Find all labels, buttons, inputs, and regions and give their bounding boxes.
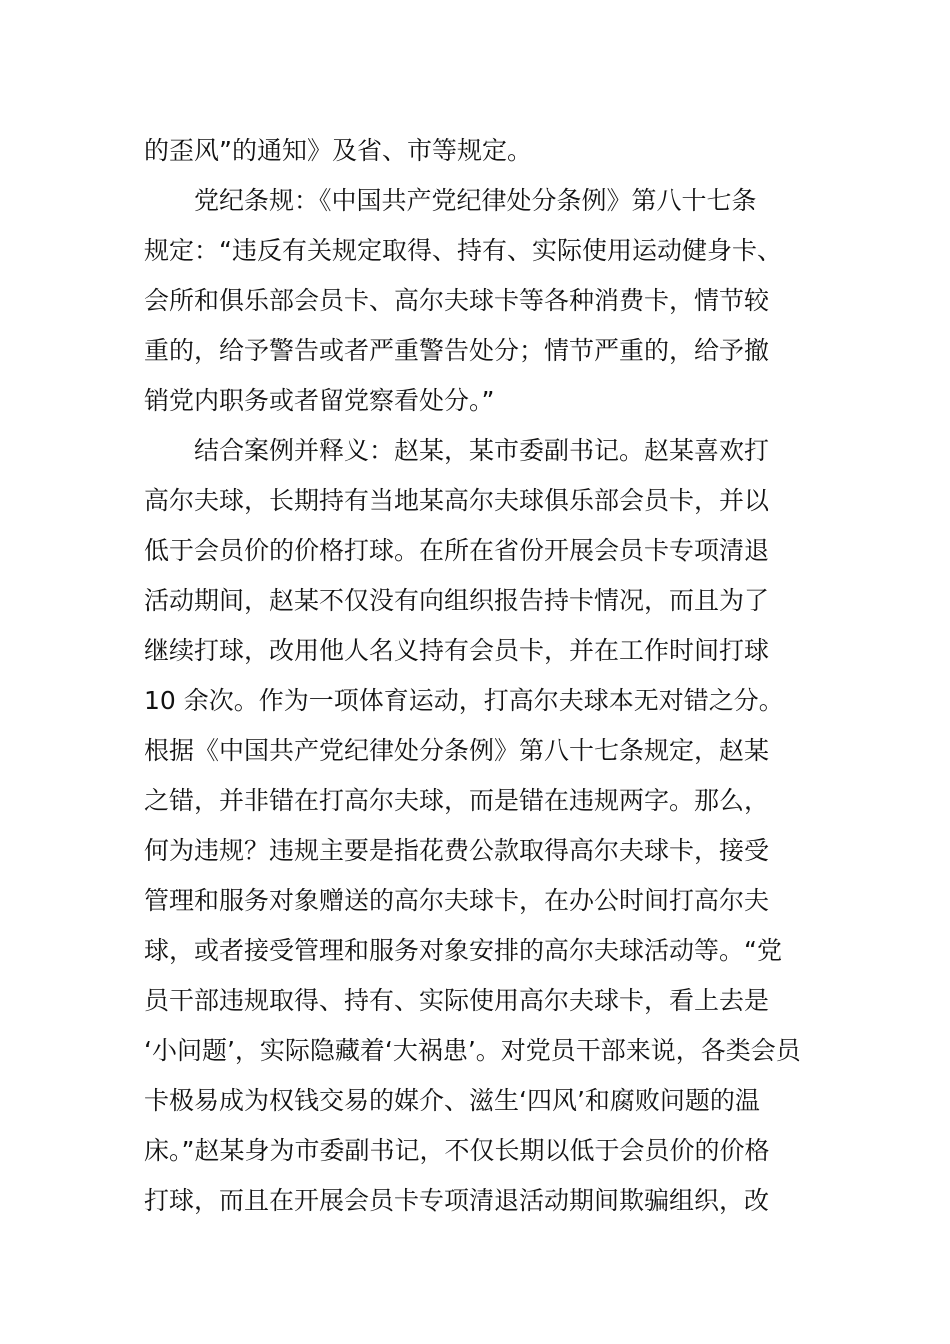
paragraph-party-regulation xyxy=(144,176,816,426)
text-line: 管理和服务对象赠送的高尔夫球卡，在办公时间打高尔夫 xyxy=(144,886,770,915)
text-line: 何为违规？违规主要是指花费公款取得高尔夫球卡，接受 xyxy=(144,836,770,865)
document-body xyxy=(144,126,816,1226)
text-line: 继续打球，改用他人名义持有会员卡，并在工作时间打球 xyxy=(144,636,770,665)
text-line: 打球，而且在开展会员卡专项清退活动期间欺骗组织，改 xyxy=(144,1186,770,1215)
text-line: 10 余次。作为一项体育运动，打高尔夫球本无对错之分。 xyxy=(144,686,784,715)
paragraph-case-interpretation xyxy=(144,426,816,1226)
text-line: 员干部违规取得、持有、实际使用高尔夫球卡，看上去是 xyxy=(144,986,770,1015)
text-line: 重的，给予警告或者严重警告处分；情节严重的，给予撤 xyxy=(144,336,770,365)
text-line: 销党内职务或者留党察看处分。” xyxy=(144,386,495,415)
text-line: 活动期间，赵某不仅没有向组织报告持卡情况，而且为了 xyxy=(144,586,770,615)
text-line: 规定：“违反有关规定取得、持有、实际使用运动健身卡、 xyxy=(144,236,782,265)
text-line: 党纪条规：《中国共产党纪律处分条例》第八十七条 xyxy=(194,186,757,215)
text-line: 根据《中国共产党纪律处分条例》第八十七条规定，赵某 xyxy=(144,736,770,765)
text-line: 会所和俱乐部会员卡、高尔夫球卡等各种消费卡，情节较 xyxy=(144,286,770,315)
text-line: 之错，并非错在打高尔夫球，而是错在违规两字。那么， xyxy=(144,786,770,815)
text-line: 卡极易成为权钱交易的媒介、滋生‘四风’和腐败问题的温 xyxy=(144,1086,760,1115)
text-line: 结合案例并释义：赵某，某市委副书记。赵某喜欢打 xyxy=(194,436,770,465)
text-line: 球，或者接受管理和服务对象安排的高尔夫球活动等。“党 xyxy=(144,936,782,965)
text-line: 高尔夫球，长期持有当地某高尔夫球俱乐部会员卡，并以 xyxy=(144,486,770,515)
paragraph-intro-tail xyxy=(144,126,816,176)
text-line: 的歪风”的通知》及省、市等规定。 xyxy=(144,136,532,165)
text-line: 低于会员价的价格打球。在所在省份开展会员卡专项清退 xyxy=(144,536,770,565)
text-line: 床。”赵某身为市委副书记，不仅长期以低于会员价的价格 xyxy=(144,1136,770,1165)
text-line: ‘小问题’，实际隐藏着‘大祸患’。对党员干部来说，各类会员 xyxy=(144,1036,801,1065)
